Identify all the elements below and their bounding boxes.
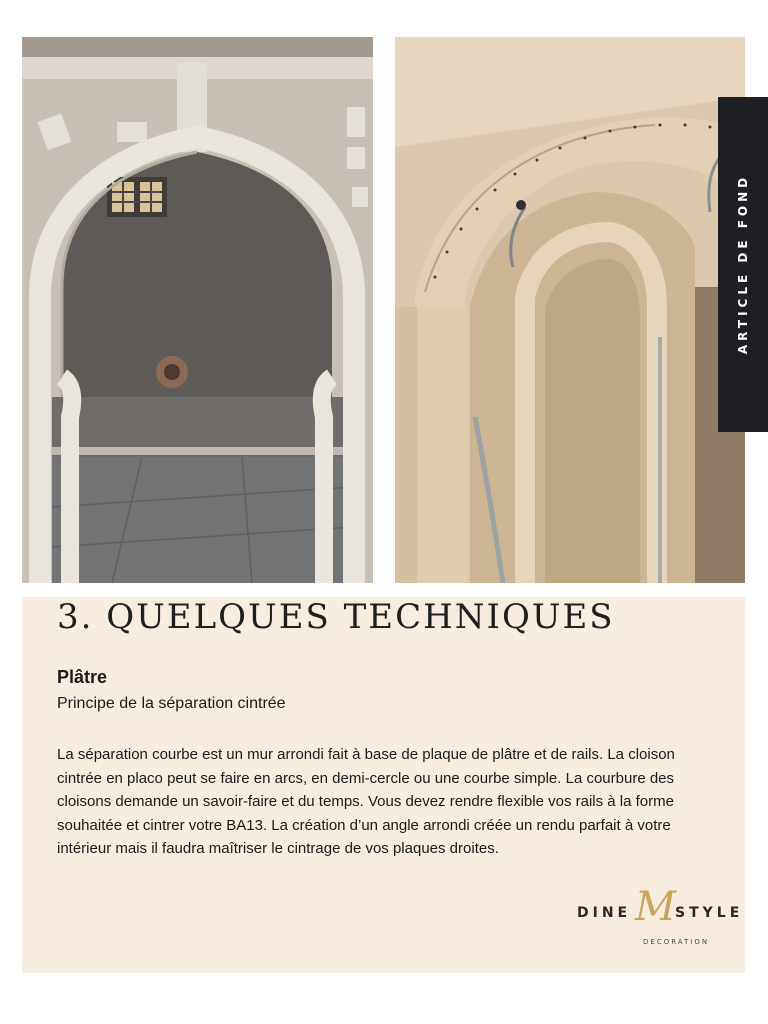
photo-plaster-arch xyxy=(22,37,373,583)
logo-word-left: DINE xyxy=(577,905,632,921)
photo-plasterboard-arch xyxy=(395,37,745,583)
section-subtitle: Principe de la séparation cintrée xyxy=(57,695,286,712)
section-heading: 3. QUELQUES TECHNIQUES xyxy=(57,597,615,637)
logo-word-right: STYLE xyxy=(675,905,744,921)
logo-tagline: DECORATION xyxy=(643,938,710,946)
logo-script-letter: M xyxy=(635,884,676,930)
brand-logo xyxy=(575,884,750,950)
section-body: La séparation courbe est un mur arrondi fait à base de plaque de plâtre et de rails. La cloison cintrée en placo peut se faire en arcs, en demi-cercle ou une courbe simple. La courbure des cloisons demande un savoir-faire et du temps. Vous devez rendre flexible vos rails à la forme souhaitée et cintrer votre BA13. La création d’un angle arrondi créée un rendu parfait à votre intérieur mais il faudra maîtriser le cintrage de vos plaques droites. xyxy=(57,746,675,857)
section-subheading: Plâtre xyxy=(57,667,108,687)
article-type-tab xyxy=(718,97,768,432)
article-type-label: ARTICLE DE FOND xyxy=(736,173,750,355)
